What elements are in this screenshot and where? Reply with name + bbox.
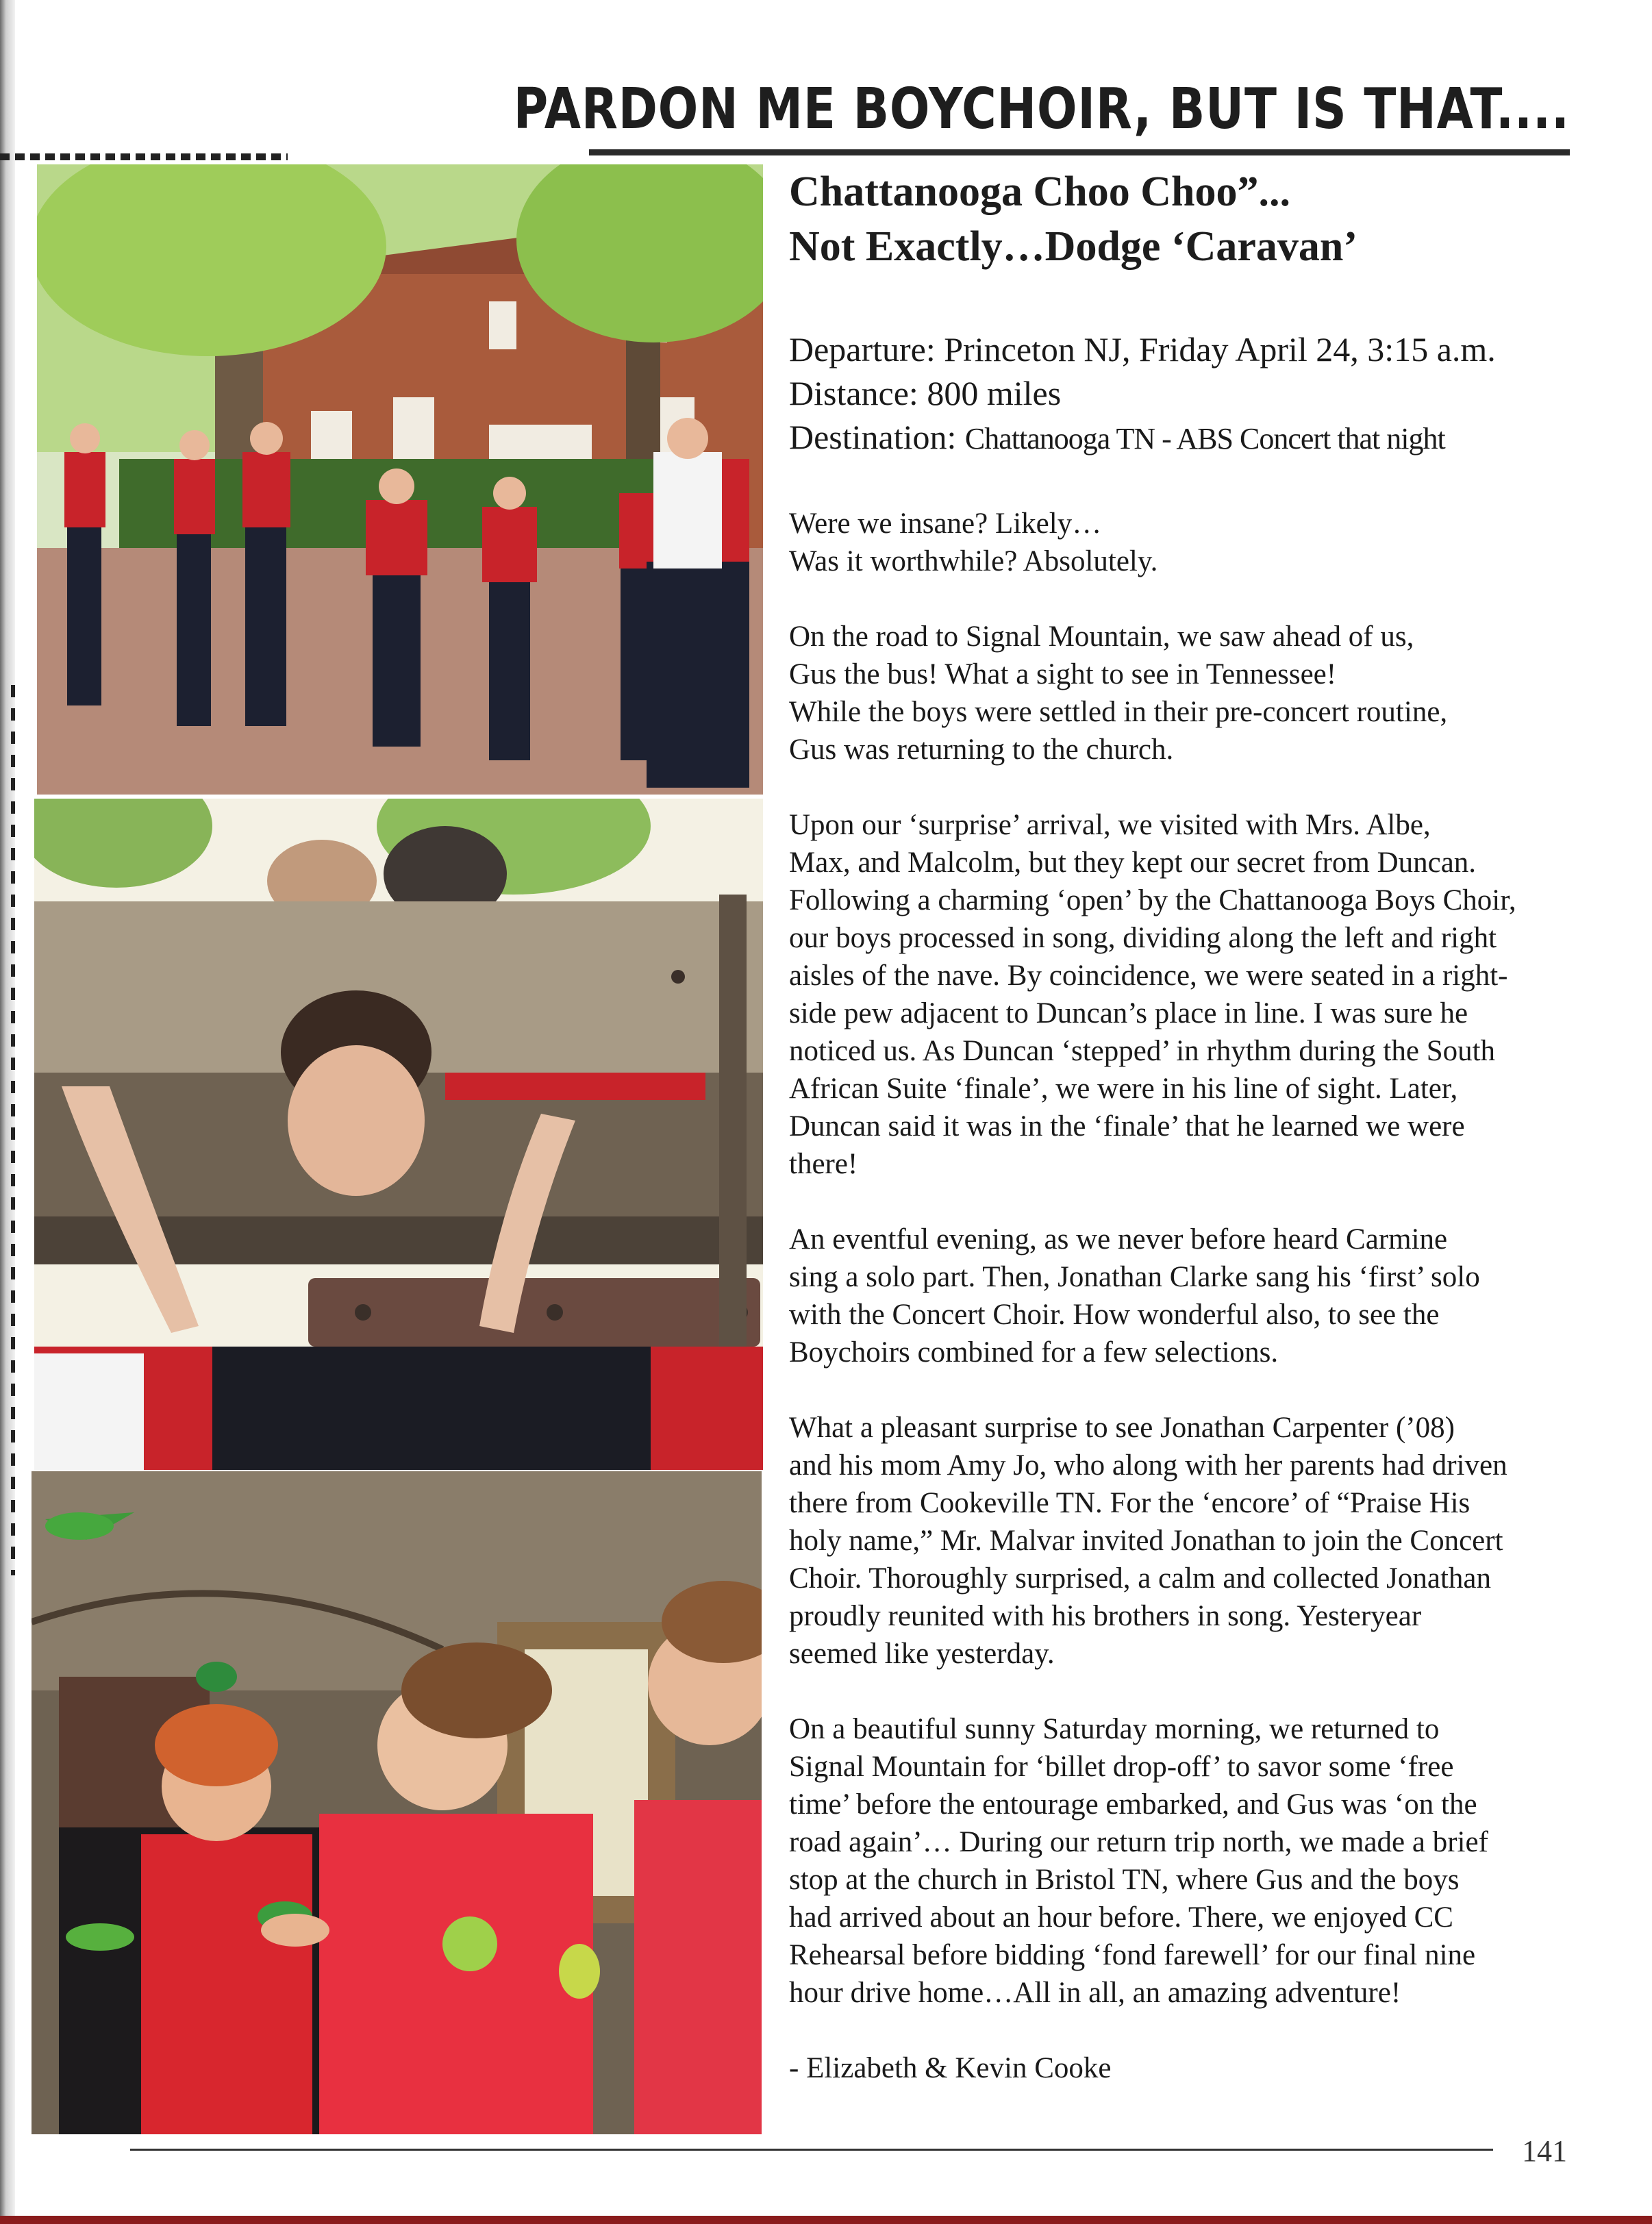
paragraph: On a beautiful sunny Saturday morning, we returned to Signal Mountain for ‘billet drop-off’ to savor some ‘free time’ before the entourage embarked, and Gus was ‘on the road again’… During our return trip north, we made a brief stop at the church in Bristol TN, where Gus and the boys had arrived about an hour before. There, we enjoyed CC Rehearsal before bidding ‘fond farewell’ for our final nine hour drive home…All in all, an amazing adventure! [789, 1713, 1488, 2009]
fact-value: Princeton NJ, Friday April 24, 3:15 a.m. [944, 330, 1496, 368]
photo-boys-with-parrots [32, 1471, 762, 2134]
photo-boys-outdoor-image [37, 164, 763, 795]
fact-label: Distance: [789, 374, 918, 412]
paragraph: On the road to Signal Mountain, we saw ahead of us, Gus the bus! What a sight to see in Tennessee! While the boys were settled in their pre-concert routine, Gus was returning to the church. [789, 621, 1448, 766]
photo-boys-outdoor [37, 164, 763, 795]
binding-stitching [11, 685, 15, 1575]
footer-rule [130, 2149, 1493, 2151]
fact-departure [789, 327, 1577, 371]
trip-facts [789, 327, 1577, 461]
fact-value: Chattanooga TN - ABS Concert that night [964, 422, 1445, 455]
paragraph: Were we insane? Likely… Was it worthwhile? Absolutely. [789, 508, 1158, 577]
paragraph: An eventful evening, as we never before heard Carmine sing a solo part. Then, Jonathan Clarke sang his ‘first’ solo with the Concert Choir. How wonderful also, to see the Boychoirs combined for a few selections. [789, 1223, 1480, 1369]
page-bottom-edge [0, 2216, 1652, 2224]
fact-distance [789, 371, 1577, 415]
paragraph: Upon our ‘surprise’ arrival, we visited with Mrs. Albe, Max, and Malcolm, but they kept our secret from Duncan. Following a charming ‘open’ by the Chattanooga Boys Choir, our boys processed in song, dividing along the left and right aisles of the nave. By coincidence, we were seated in a right- side pew adjacent to Duncan’s place in line. I was sure he noticed us. As Duncan ‘stepped’ in rhythm during the South African Suite ‘finale’, we were in his line of sight. Later, Duncan said it was in the ‘finale’ that he learned we were there! [789, 809, 1516, 1180]
photo-boy-in-stocks-image [34, 799, 763, 1470]
headline-line-1: Chattanooga Choo Choo”... [789, 168, 1291, 215]
article-headline [789, 164, 1577, 274]
header-rule [589, 149, 1570, 155]
header-dashed-rule [0, 153, 288, 160]
fact-label: Departure: [789, 330, 936, 368]
headline-line-2: Not Exactly…Dodge ‘Caravan’ [789, 223, 1358, 270]
page-header-title: PARDON ME BOYCHOIR, BUT IS THAT.... [513, 77, 1570, 142]
photo-boys-with-parrots-image [32, 1471, 762, 2134]
fact-value: 800 miles [927, 374, 1062, 412]
page-number: 141 [1522, 2134, 1567, 2168]
article-signature: - Elizabeth & Kevin Cooke [789, 2052, 1112, 2084]
article-body [789, 505, 1577, 2087]
article-column [789, 164, 1577, 2125]
fact-destination [789, 415, 1577, 461]
photo-boy-in-stocks [34, 799, 763, 1470]
fact-label: Destination: [789, 418, 957, 456]
paragraph: What a pleasant surprise to see Jonathan Carpenter (’08) and his mom Amy Jo, who along with her parents had driven there from Cookeville TN. For the ‘encore’ of “Praise His holy name,” Mr. Malvar invited Jonathan to join the Concert Choir. Thoroughly surprised, a calm and collected Jonathan proudly reunited with his brothers in song. Yesteryear seemed like yesterday. [789, 1412, 1507, 1670]
